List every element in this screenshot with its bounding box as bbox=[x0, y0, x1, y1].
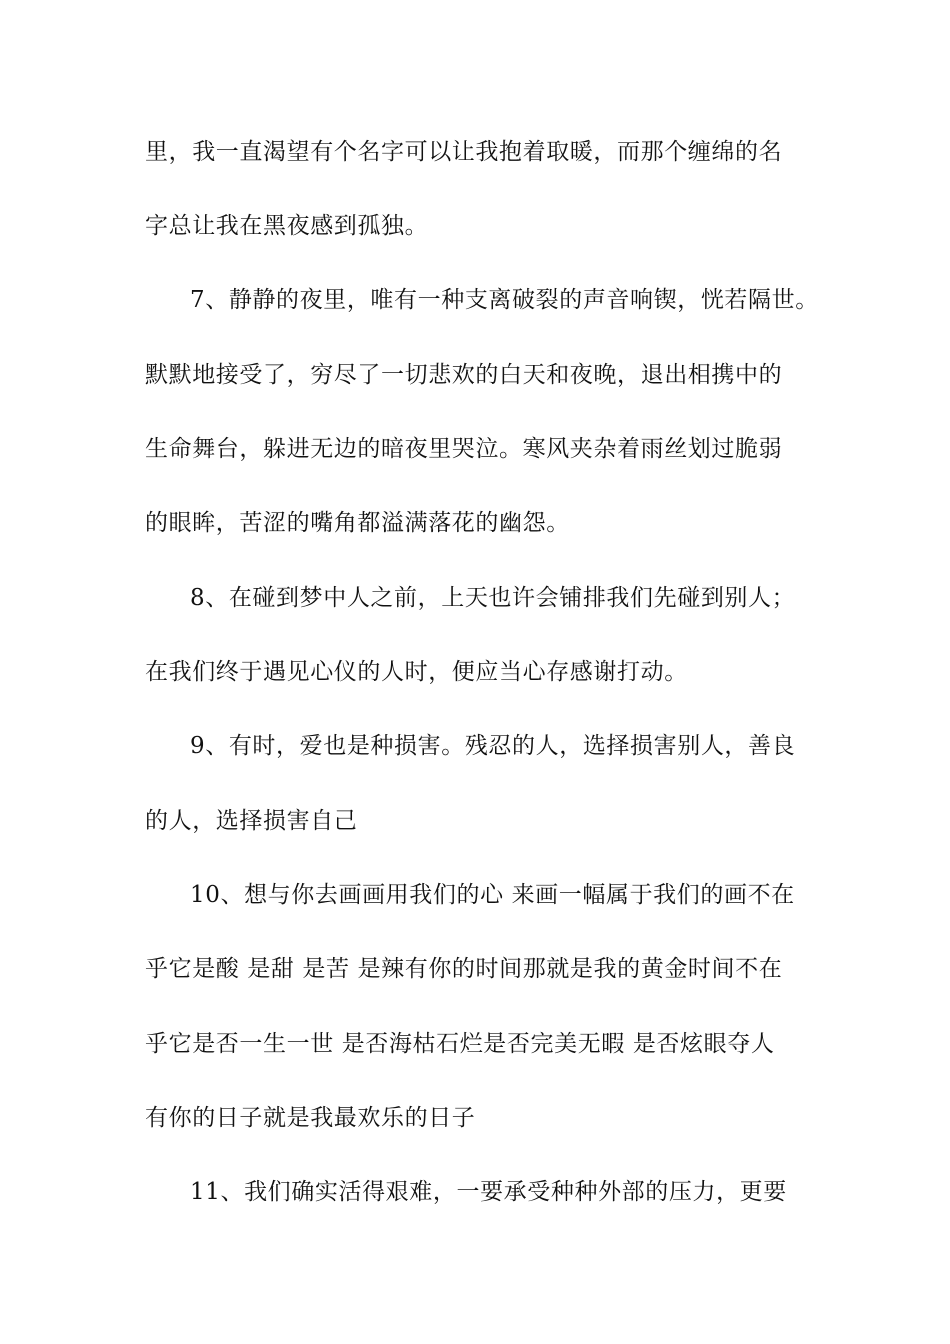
text-line-15: 11、我们确实活得艰难，一要承受种种外部的压力，更要 bbox=[190, 1179, 787, 1205]
text-line-4: 默默地接受了，穷尽了一切悲欢的白天和夜晚，退出相携中的 bbox=[145, 362, 783, 388]
text-line-6: 的眼眸，苦涩的嘴角都溢满落花的幽怨。 bbox=[145, 510, 570, 536]
text-line-8: 在我们终于遇见心仪的人时，便应当心存感谢打动。 bbox=[145, 659, 688, 685]
text-line-3: 7、静静的夜里，唯有一种支离破裂的声音响锲，恍若隔世。 bbox=[190, 287, 819, 313]
text-line-2: 字总让我在黑夜感到孤独。 bbox=[145, 213, 429, 239]
text-line-5: 生命舞台，躲进无边的暗夜里哭泣。寒风夹杂着雨丝划过脆弱 bbox=[145, 436, 783, 462]
text-line-13: 乎它是否一生一世 是否海枯石烂是否完美无暇 是否炫眼夺人 bbox=[145, 1031, 775, 1057]
text-line-1: 里，我一直渴望有个名字可以让我抱着取暖，而那个缠绵的名 bbox=[145, 139, 783, 165]
text-line-11: 10、想与你去画画用我们的心 来画一幅属于我们的画不在 bbox=[190, 882, 795, 908]
text-line-14: 有你的日子就是我最欢乐的日子 bbox=[145, 1105, 476, 1131]
text-line-7: 8、在碰到梦中人之前，上天也许会铺排我们先碰到别人； bbox=[190, 585, 796, 611]
text-line-9: 9、有时，爱也是种损害。残忍的人，选择损害别人，善良 bbox=[190, 733, 796, 759]
text-line-12: 乎它是酸 是甜 是苦 是辣有你的时间那就是我的黄金时间不在 bbox=[145, 956, 783, 982]
text-line-10: 的人，选择损害自己 bbox=[145, 808, 358, 834]
